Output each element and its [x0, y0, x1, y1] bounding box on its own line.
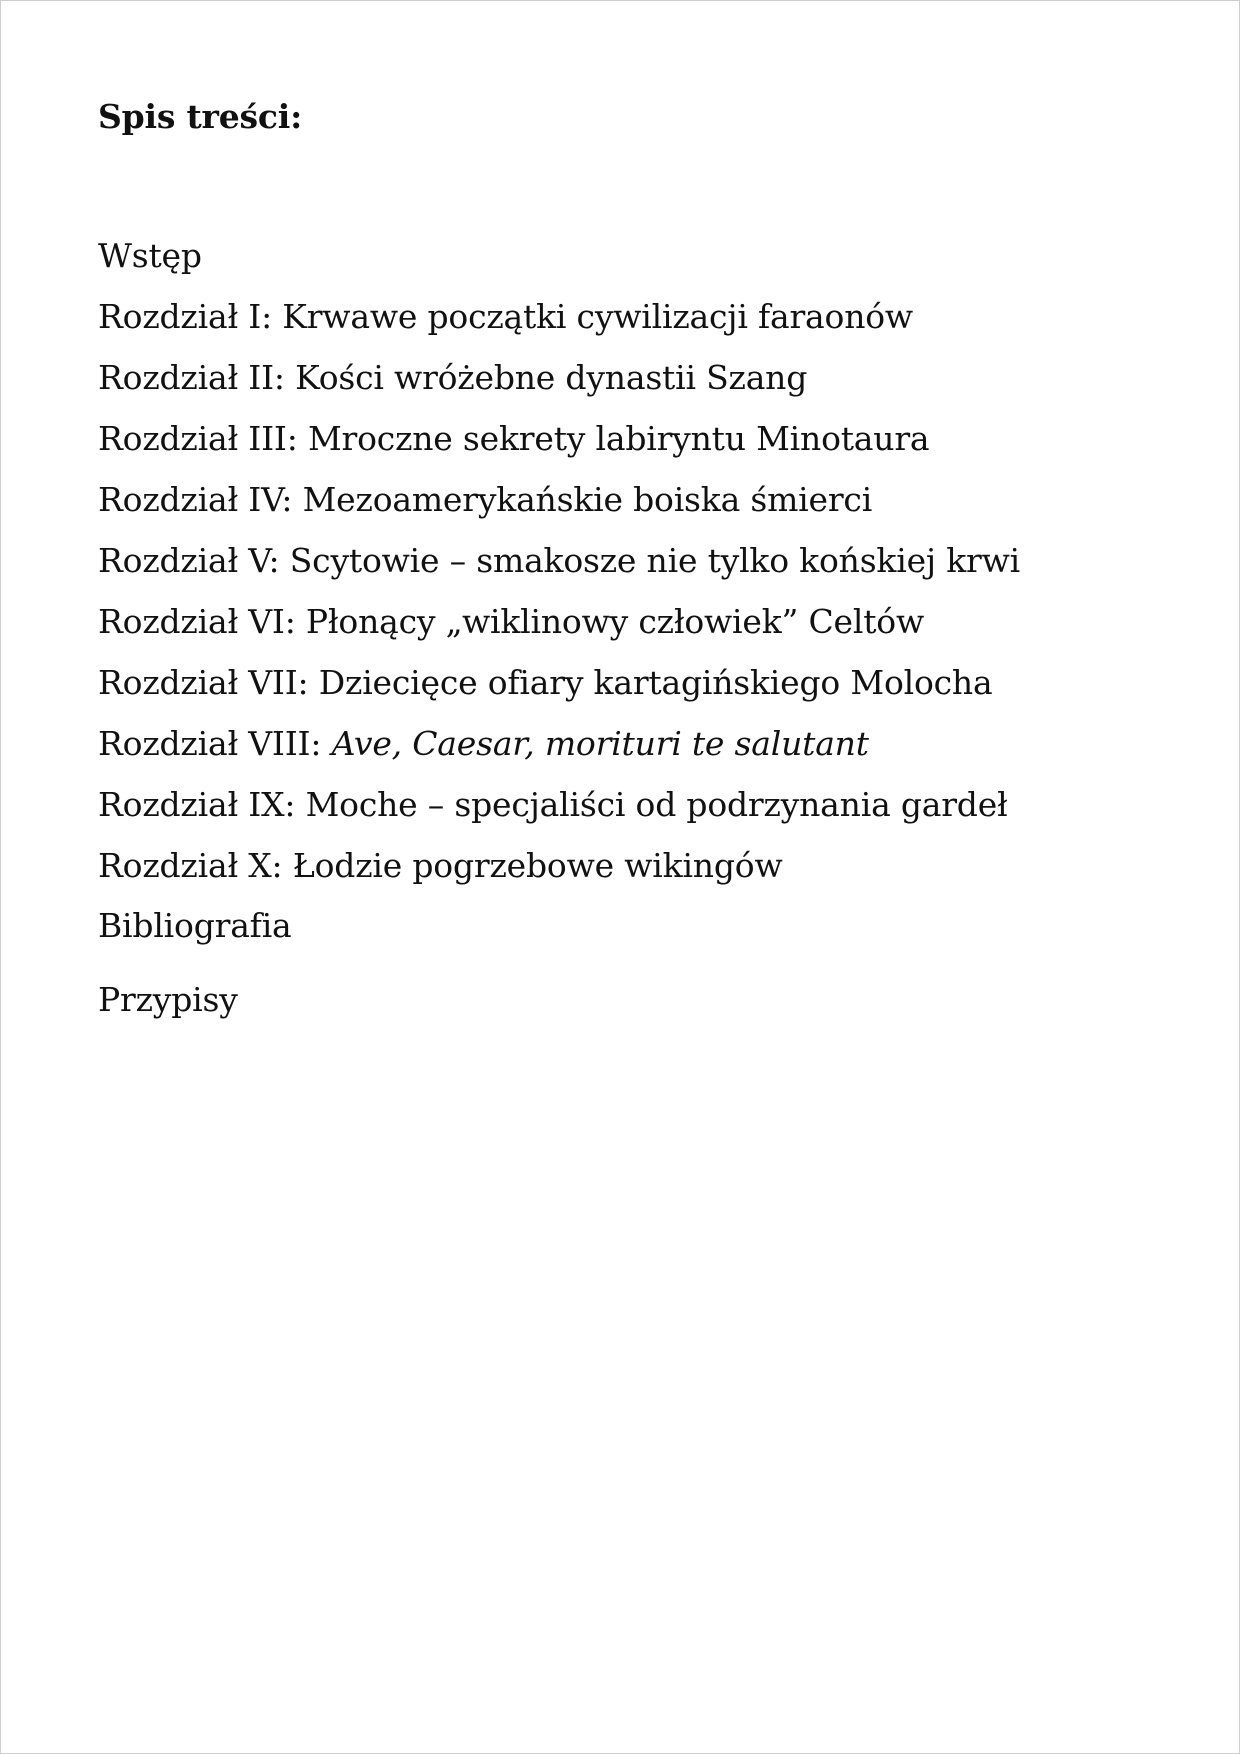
toc-entry-bibliography: Bibliografia — [98, 906, 292, 945]
toc-entry-chapter-10 — [98, 846, 783, 886]
toc-entry-chapter-1 — [98, 297, 913, 337]
chapter-title: Mezoamerykańskie boiska śmierci — [302, 480, 873, 519]
chapter-title: Łodzie pogrzebowe wikingów — [292, 846, 783, 885]
chapter-prefix: Rozdział IX: — [98, 785, 296, 824]
chapter-title: Ave, Caesar, morituri te salutant — [331, 724, 869, 763]
toc-entry-chapter-6 — [98, 602, 924, 642]
toc-entry-chapter-7 — [98, 663, 992, 703]
chapter-prefix: Rozdział I: — [98, 297, 272, 336]
toc-entry-chapter-9 — [98, 785, 1008, 825]
chapter-title: Dziecięce ofiary kartagińskiego Molocha — [318, 663, 993, 702]
chapter-title: Moche – specjaliści od podrzynania gardeł — [305, 785, 1008, 824]
toc-heading: Spis treści: — [98, 97, 303, 136]
chapter-prefix: Rozdział VIII: — [98, 724, 322, 763]
chapter-title: Scytowie – smakosze nie tylko końskiej krwi — [289, 541, 1021, 580]
toc-entry-chapter-8 — [98, 724, 869, 764]
chapter-prefix: Rozdział VII: — [98, 663, 309, 702]
toc-entry-intro: Wstęp — [98, 236, 202, 275]
chapter-prefix: Rozdział III: — [98, 419, 298, 458]
chapter-prefix: Rozdział V: — [98, 541, 280, 580]
chapter-prefix: Rozdział X: — [98, 846, 283, 885]
chapter-prefix: Rozdział IV: — [98, 480, 293, 519]
chapter-title: Krwawe początki cywilizacji faraonów — [282, 297, 913, 336]
toc-entry-chapter-3 — [98, 419, 929, 459]
chapter-title: Płonący „wiklinowy człowiek” Celtów — [305, 602, 924, 641]
chapter-prefix: Rozdział II: — [98, 358, 285, 397]
chapter-title: Kości wróżebne dynastii Szang — [295, 358, 808, 397]
toc-entry-footnotes: Przypisy — [98, 980, 238, 1019]
chapter-prefix: Rozdział VI: — [98, 602, 296, 641]
toc-entry-chapter-4 — [98, 480, 872, 520]
toc-entry-chapter-2 — [98, 358, 807, 398]
chapter-title: Mroczne sekrety labiryntu Minotaura — [307, 419, 930, 458]
toc-entry-chapter-5 — [98, 541, 1020, 581]
